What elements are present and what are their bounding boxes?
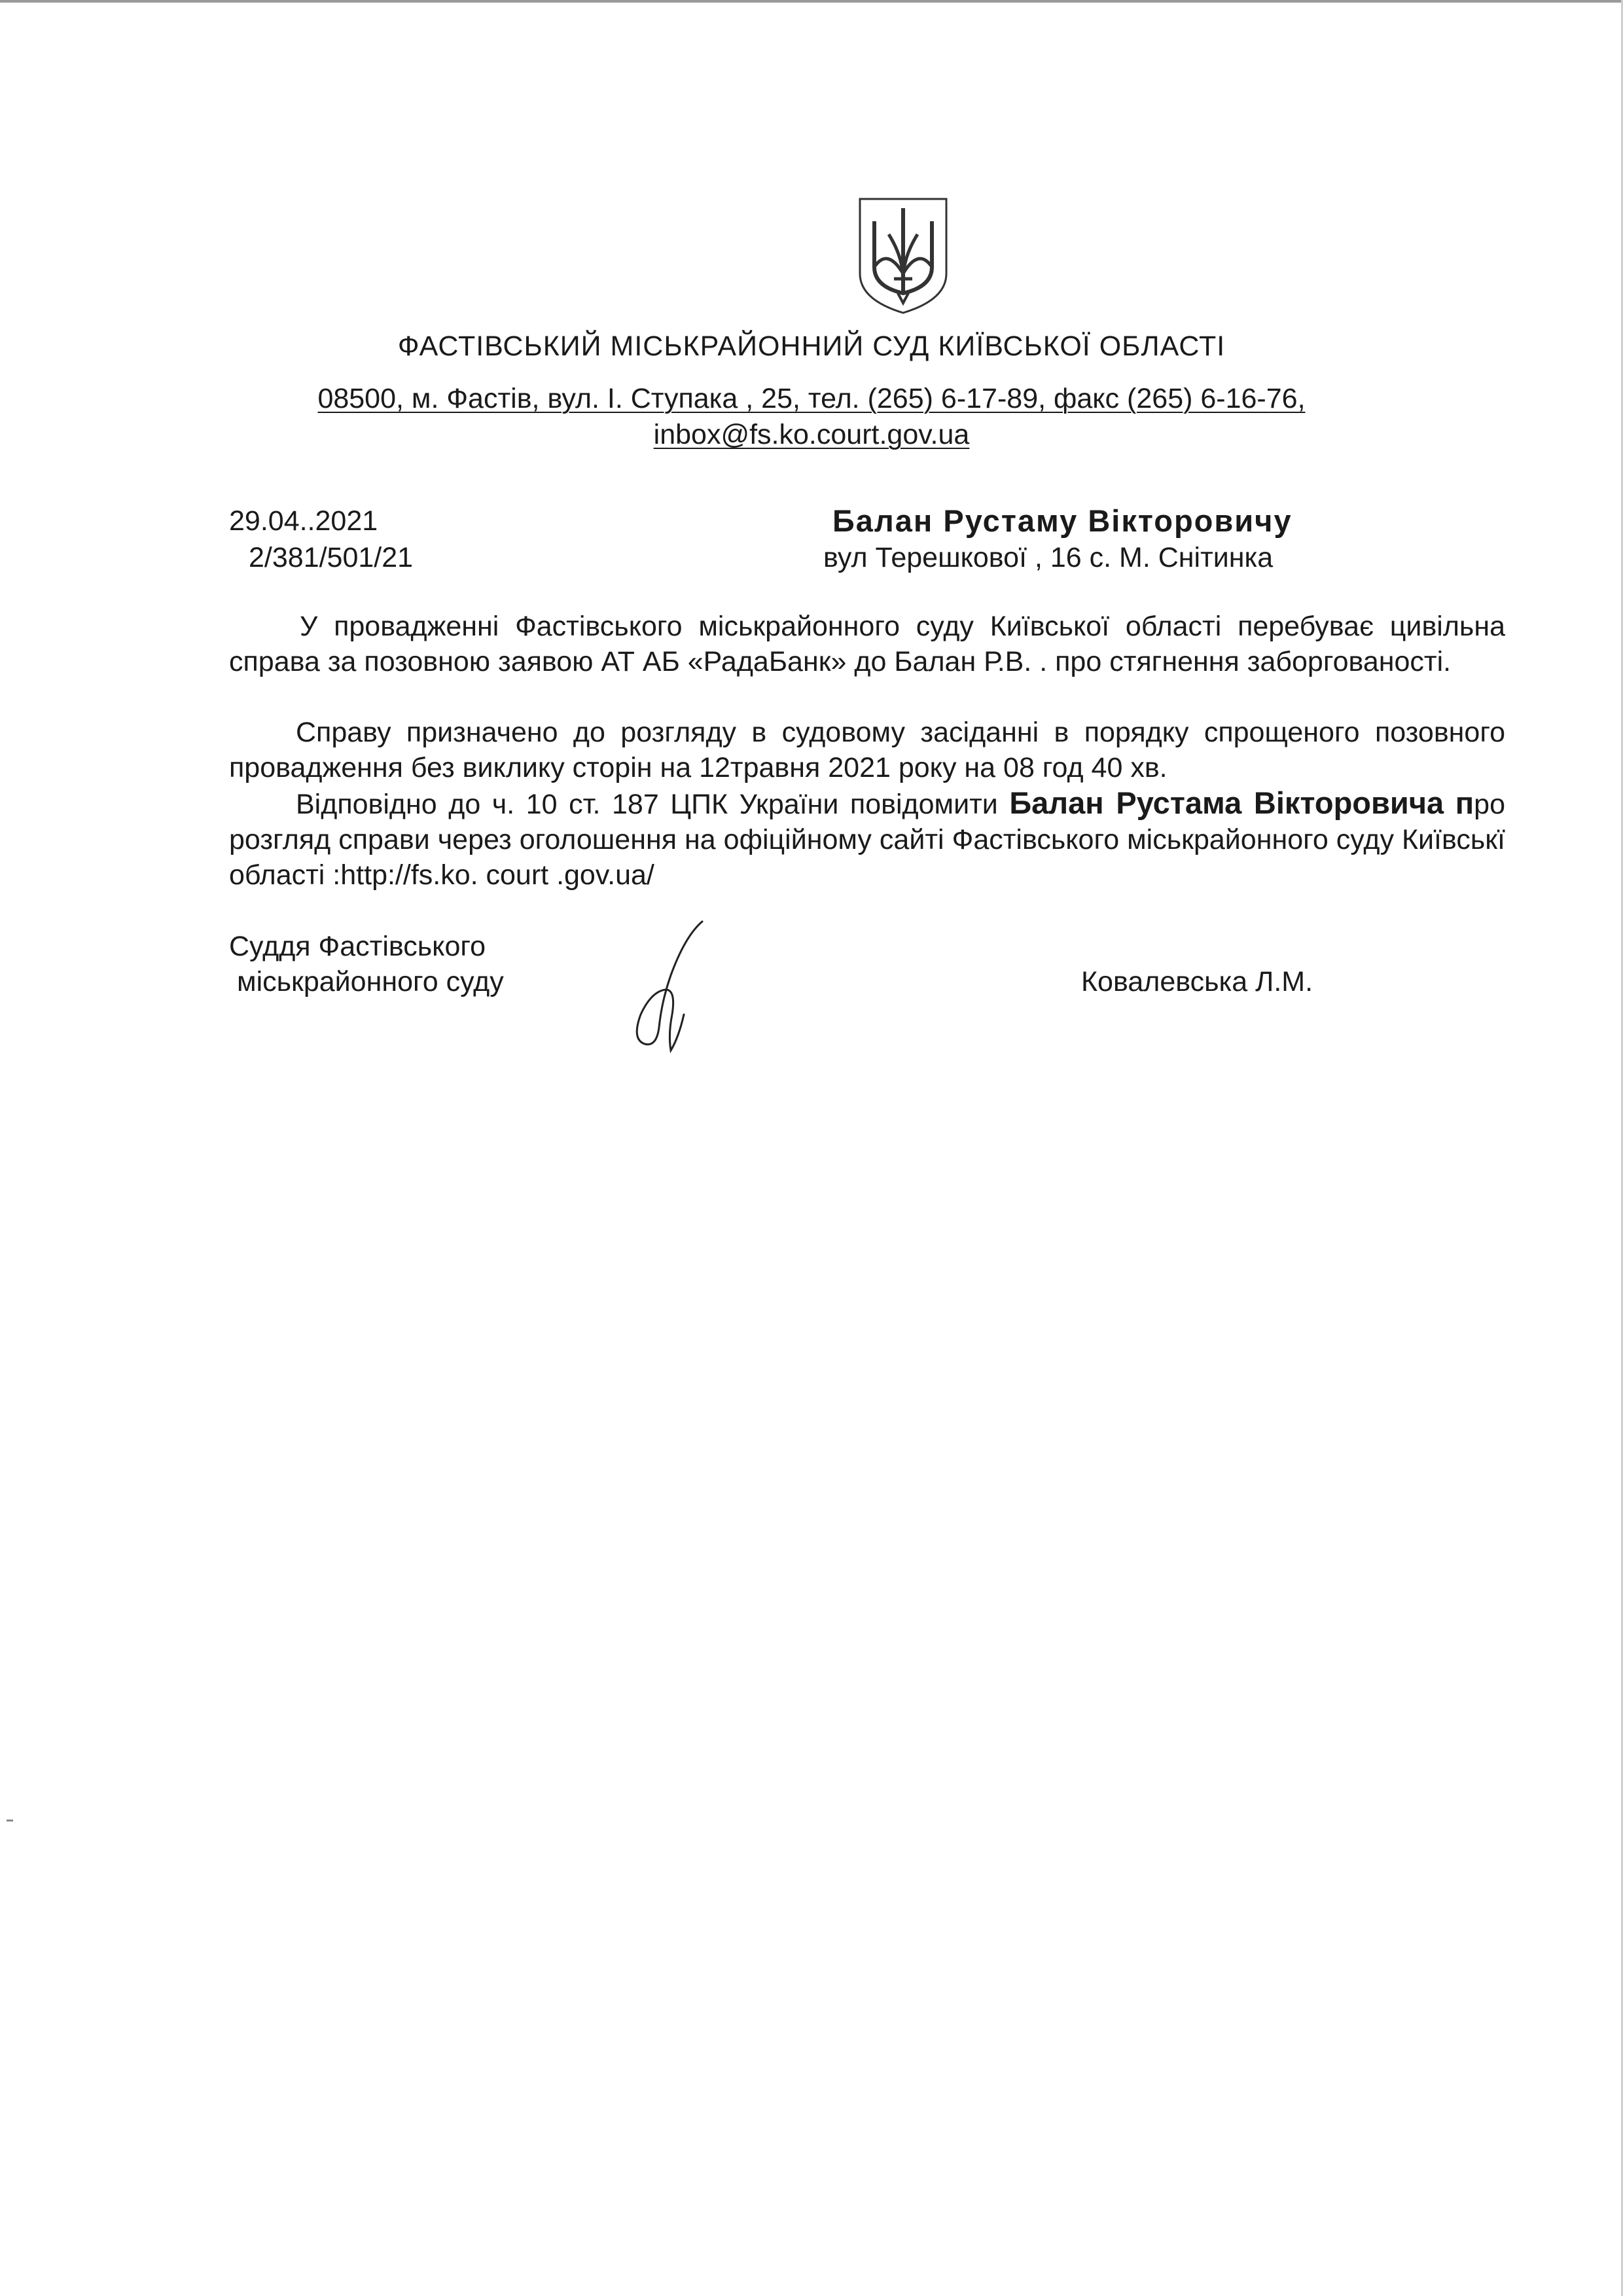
- paragraph-notice-text-b: ро розгляд справи через оголошення на офіційному сайті Фастівського міськрайонного суду Київськї області :http://fs.ko. court .gov.ua/: [229, 789, 1505, 891]
- handwritten-signature: [625, 916, 717, 1060]
- letter-date: 29.04..2021: [229, 505, 378, 537]
- judge-name: Ковалевська Л.М.: [1081, 966, 1313, 997]
- recipient-address: вул Терешкової , 16 с. М. Снітинка: [823, 542, 1274, 573]
- court-name: ФАСТІВСЬКИЙ МІСЬКРАЙОННИЙ СУД КИЇВСЬКОЇ ОБЛАСТІ: [397, 331, 1226, 362]
- paragraph-notice-bold-name: Балан Рустама Вікторовича: [1009, 785, 1444, 820]
- judge-title-line2: міськрайонного суду: [237, 966, 504, 997]
- scan-top-edge: [0, 0, 1623, 3]
- paragraph-hearing: [229, 715, 1505, 785]
- paragraph-notice: [229, 785, 1505, 893]
- judge-title-line1: Суддя Фастівського: [229, 931, 486, 962]
- paragraph-hearing-text: Справу призначено до розгляду в судовому засіданні в порядку спрощеного позовного провадження без виклику сторін на 12травня 2021 року на 08 год 40 хв.: [229, 717, 1505, 783]
- case-ref-number: 2/381/501/21: [249, 542, 414, 573]
- paragraph-notice-bold-letter: п: [1455, 785, 1474, 820]
- paragraph-notice-gap: [1444, 789, 1455, 820]
- court-email-line: [0, 419, 1623, 451]
- paragraph-notice-text-a: Відповідно до ч. 10 ст. 187 ЦПК України повідомити: [296, 789, 1010, 820]
- court-email: inbox@fs.ko.court.gov.ua: [653, 419, 970, 450]
- recipient-name: Балан Рустаму Вікторовичу: [832, 503, 1293, 538]
- scan-mark: [7, 1820, 13, 1821]
- paragraph-proceedings: [229, 609, 1505, 679]
- court-address-line1: 08500, м. Фастів, вул. І. Ступака , 25, тел. (265) 6-17-89, факс (265) 6-16-76,: [317, 383, 1306, 414]
- paragraph-proceedings-text: У провадженні Фастівського міськрайонного суду Київської області перебуває цивільна справа за позовною заявою АТ АБ «РадаБанк» до Балан Р.В. . про стягнення заборгованості.: [229, 611, 1505, 677]
- trident-coat-of-arms-icon: [855, 195, 952, 315]
- court-address: [0, 383, 1623, 415]
